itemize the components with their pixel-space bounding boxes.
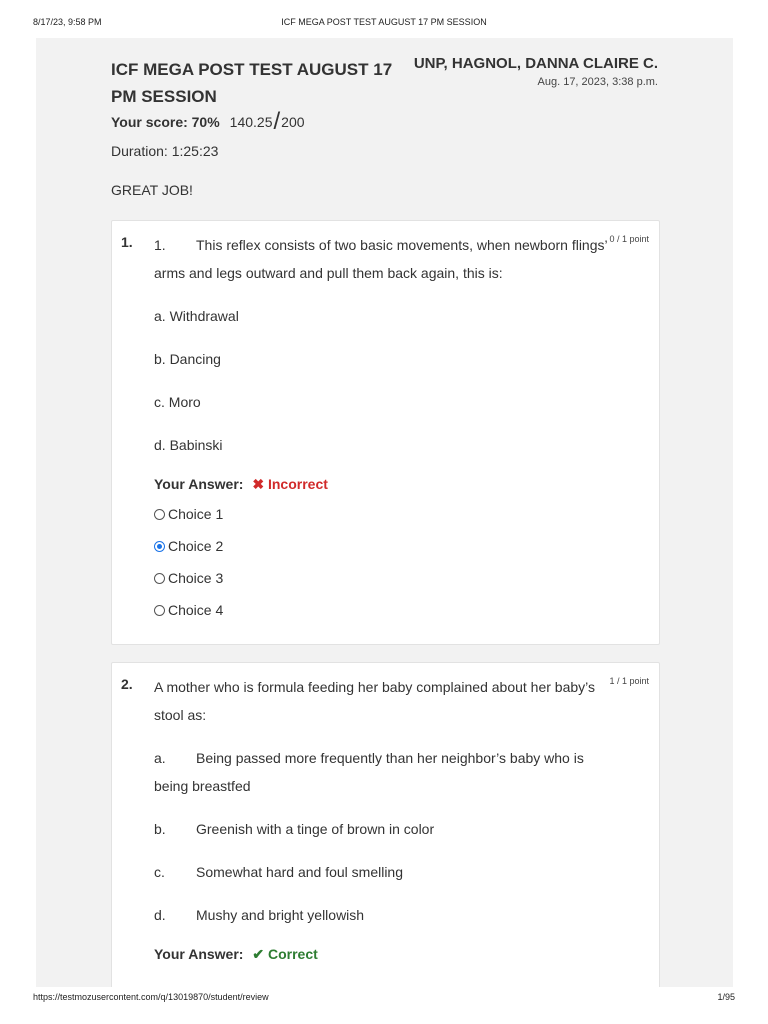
choice-row[interactable] [154,530,614,562]
radio-button[interactable] [154,573,165,584]
choice-label: Choice 3 [168,570,224,586]
question-body [154,231,614,626]
option-a [154,744,614,800]
option-letter: c. [154,864,165,880]
choice-label: Choice 2 [168,538,224,554]
points-earned: 140.25 [229,114,273,130]
print-title: ICF MEGA POST TEST AUGUST 17 PM SESSION [281,17,487,27]
option-letter: a. [154,750,166,766]
points-total: 200 [281,114,305,130]
your-answer [154,940,614,968]
check-icon: ✔ [252,946,265,962]
your-answer-label: Your Answer: [154,476,244,492]
radio-button-selected[interactable] [154,541,165,552]
question-points: 1 / 1 point [609,676,649,686]
option-d [154,901,614,929]
student-name: UNP, HAGNOL, DANNA CLAIRE C. [413,55,658,72]
option-text: Somewhat hard and foul smelling [196,864,404,880]
submitted-at: Aug. 17, 2023, 3:38 p.m. [537,76,658,88]
x-icon: ✖ [252,476,265,492]
question-card-1 [111,220,660,645]
points-divider: / [273,108,281,135]
option-letter: b. [154,821,166,837]
option-text: Greenish with a tinge of brown in color [196,821,435,837]
question-number: 2. [121,676,133,692]
print-header [0,17,768,31]
question-body [154,673,614,968]
radio-button[interactable] [154,509,165,520]
result-incorrect [252,476,328,492]
choice-row[interactable] [154,498,614,530]
question-points: 0 / 1 point [609,234,649,244]
option-b: b. Dancing [154,351,221,367]
choice-row[interactable] [154,562,614,594]
print-datetime: 8/17/23, 9:58 PM [33,17,102,27]
option-letter: d. [154,907,166,923]
result-correct [252,946,317,962]
option-text: Mushy and bright yellowish [196,907,365,923]
result-text: Incorrect [267,476,328,492]
test-title: ICF MEGA POST TEST AUGUST 17 PM SESSION [111,60,393,106]
question-stem: A mother who is formula feeding her baby complained about her baby’s stool as: [154,679,596,723]
question-stem [154,231,614,287]
review-page [36,38,733,987]
print-url: https://testmozusercontent.com/q/13019870/student/review [33,992,269,1002]
option-c: c. Moro [154,394,201,410]
option-c [154,858,614,886]
result-text: Correct [267,946,318,962]
page-counter: 1/95 [717,992,735,1002]
print-footer [0,992,768,1006]
radio-button[interactable] [154,605,165,616]
option-b [154,815,614,843]
score-line [111,108,305,135]
stem-text: This reflex consists of two basic movements, when newborn flings’ arms and legs outward and pull them back again, this is: [154,237,608,281]
stem-number: 1. [154,237,166,253]
question-card-2 [111,662,660,987]
result-message: GREAT JOB! [111,182,193,198]
choice-label: Choice 1 [168,506,224,522]
option-a: a. Withdrawal [154,308,239,324]
question-number: 1. [121,234,133,250]
option-text: Being passed more frequently than her neighbor’s baby who is being breastfed [154,750,584,794]
duration: Duration: 1:25:23 [111,143,219,159]
your-answer-label: Your Answer: [154,946,244,962]
choice-row[interactable] [154,594,614,626]
option-d: d. Babinski [154,437,223,453]
score-label: Your score: 70% [111,114,220,130]
choice-label: Choice 4 [168,602,224,618]
your-answer [154,470,614,498]
